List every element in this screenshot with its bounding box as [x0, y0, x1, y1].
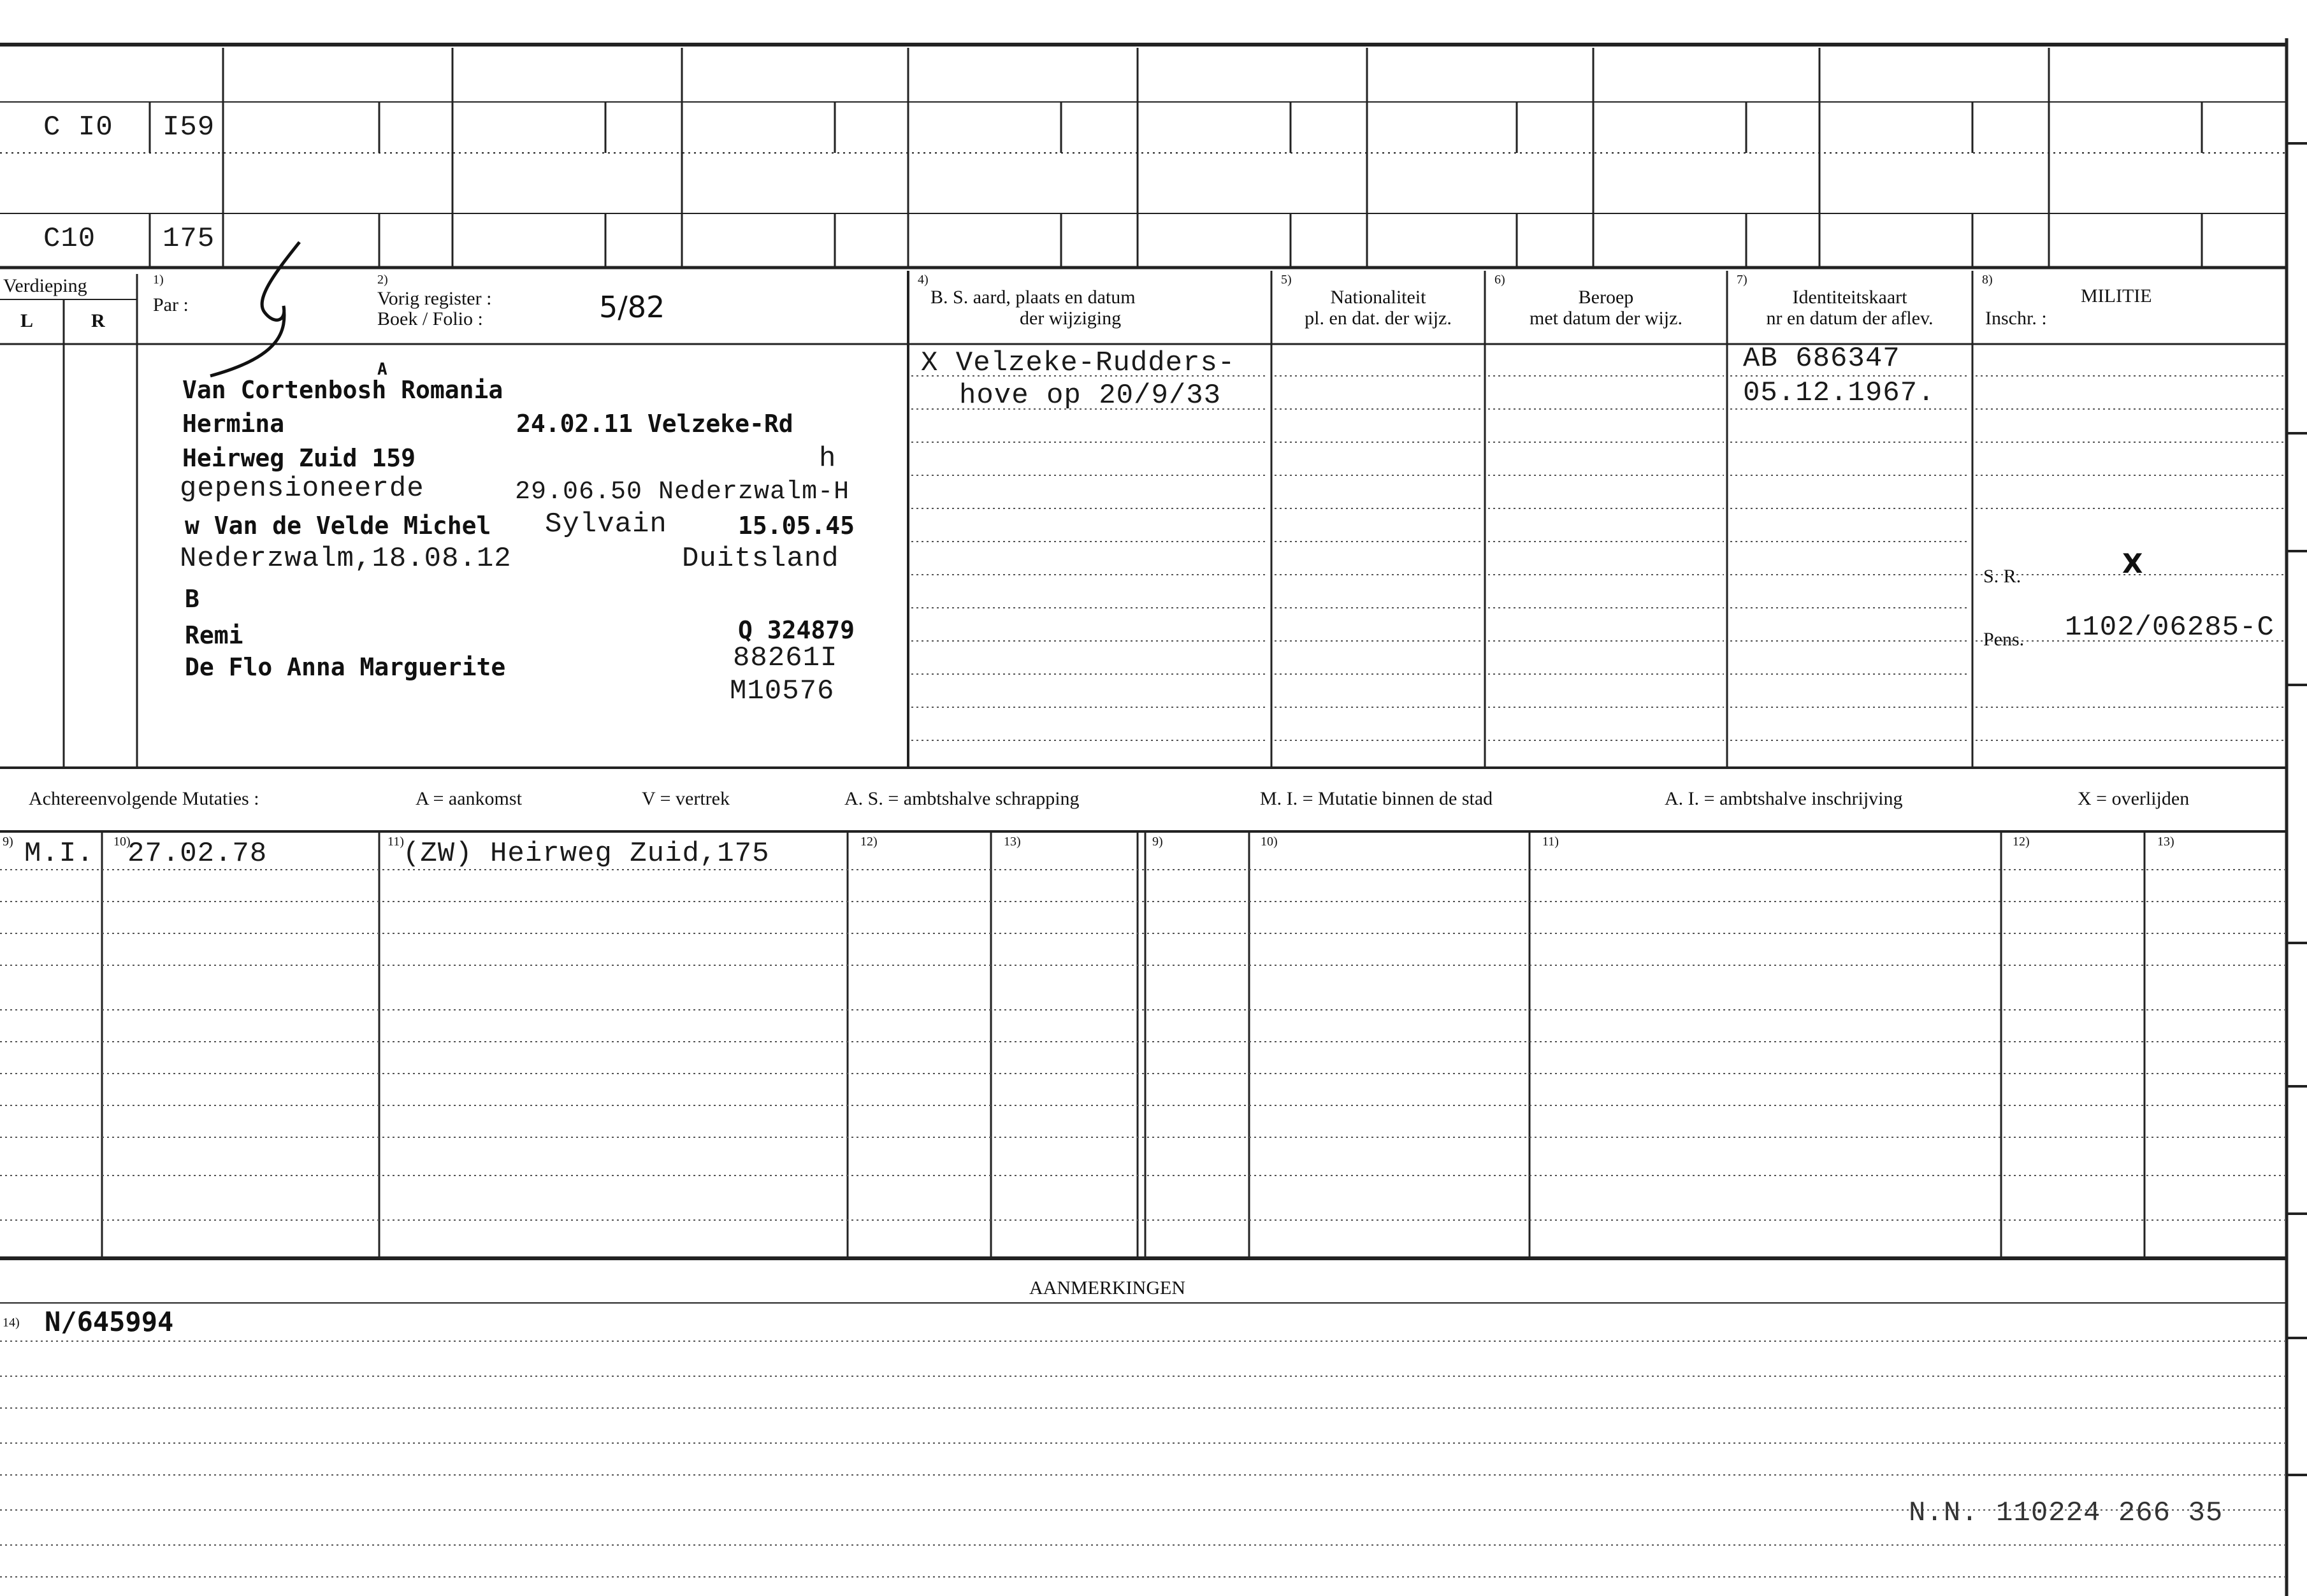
verdieping-l-label: L: [20, 310, 34, 331]
code-2: 88261I: [733, 642, 838, 674]
legend-item-overlijden: X = overlijden: [2078, 788, 2190, 809]
person-birth: 24.02.11 Velzeke-Rd: [516, 410, 793, 438]
beroep-header-line2: met datum der wijz.: [1530, 308, 1682, 329]
mut-col12b-number: 12): [2013, 835, 2030, 849]
mut-col11-number: 11): [387, 835, 404, 849]
person-name: Van Cortenbosh Romania: [182, 376, 503, 404]
inschr-label: Inschr. :: [1985, 308, 2047, 329]
vorig-register-label: Vorig register :: [377, 288, 492, 309]
legend-title: Achtereenvolgende Mutaties :: [29, 788, 259, 809]
remarks-value: N/645994: [45, 1306, 174, 1337]
nat-header-line2: pl. en dat. der wijz.: [1305, 308, 1452, 329]
boek-folio-value: 5/82: [599, 290, 665, 324]
remarks-title: AANMERKINGEN: [1029, 1277, 1185, 1298]
col5-number: 5): [1281, 273, 1292, 287]
spouse-place: Duitsland: [682, 543, 839, 575]
mut-col10-number: 10): [113, 835, 131, 849]
marker-b: B: [185, 585, 199, 613]
col8-number: 8): [1982, 273, 1993, 287]
legend-item-mutatie: M. I. = Mutatie binnen de stad: [1260, 788, 1493, 809]
name-accent-mark: A: [377, 360, 387, 379]
boek-folio-label: Boek / Folio :: [377, 308, 483, 329]
marker-h: h: [819, 443, 837, 475]
mut-col10b-number: 10): [1261, 835, 1278, 849]
pens-value: 1102/06285-C: [2065, 612, 2274, 643]
mut-col13-number: 13): [1004, 835, 1021, 849]
mut-col12-number: 12): [860, 835, 878, 849]
bs-entry-line2: hove op 20/9/33: [959, 380, 1222, 412]
nat-header-line1: Nationaliteit: [1330, 287, 1426, 308]
col1-number: 1): [153, 273, 164, 287]
header-row1-number: I59: [163, 111, 215, 143]
legend-item-schrapping: A. S. = ambtshalve schrapping: [844, 788, 1080, 809]
legend-item-inschrijving: A. I. = ambtshalve inschrijving: [1665, 788, 1903, 809]
father-name: Remi: [185, 621, 243, 649]
mutation-address: (ZW) Heirweg Zuid,175: [403, 838, 770, 870]
spouse-date: 15.05.45: [738, 512, 855, 540]
mutation-date: 27.02.78: [127, 838, 268, 870]
pens-label: Pens.: [1983, 629, 2025, 650]
legend-item-aankomst: A = aankomst: [416, 788, 522, 809]
occupation-date: 29.06.50 Nederzwalm-H: [515, 478, 850, 507]
mut-col13b-number: 13): [2157, 835, 2174, 849]
national-number: N.N. 110224 266 35: [1909, 1497, 2224, 1529]
sr-value: X: [2122, 548, 2143, 579]
mother-name: De Flo Anna Marguerite: [185, 653, 506, 681]
person-occupation: gepensioneerde: [180, 473, 424, 505]
id-card-number: AB 686347: [1743, 343, 1900, 375]
beroep-header-line1: Beroep: [1578, 287, 1634, 308]
spouse-name: w Van de Velde Michel: [185, 512, 491, 540]
id-header-line1: Identiteitskaart: [1792, 287, 1907, 308]
header-row2-code: C10: [43, 223, 96, 255]
bs-header-line1: B. S. aard, plaats en datum: [930, 287, 1136, 308]
bs-entry-line1: X Velzeke-Rudders-: [921, 347, 1236, 379]
mutation-type: M.I.: [24, 838, 94, 870]
mut-col9-number: 9): [3, 835, 13, 849]
col7-number: 7): [1737, 273, 1747, 287]
bs-header-line2: der wijziging: [1020, 308, 1122, 329]
code-3: M10576: [730, 675, 835, 707]
legend-item-vertrek: V = vertrek: [642, 788, 730, 809]
spouse-second-name: Sylvain: [545, 508, 667, 540]
person-address: Heirweg Zuid 159: [182, 444, 416, 472]
col2-number: 2): [377, 273, 388, 287]
col4-number: 4): [918, 273, 929, 287]
par-label: Par :: [153, 294, 189, 315]
militie-header: MILITIE: [2081, 285, 2152, 306]
header-row2-number: 175: [163, 223, 215, 255]
verdieping-label: Verdieping: [3, 275, 87, 296]
mut-col9b-number: 9): [1152, 835, 1163, 849]
sr-label: S. R.: [1983, 566, 2021, 587]
remarks-number: 14): [3, 1316, 20, 1330]
mut-col11b-number: 11): [1542, 835, 1559, 849]
spouse-birth: Nederzwalm,18.08.12: [180, 543, 512, 575]
id-card-date: 05.12.1967.: [1743, 377, 1935, 409]
col6-number: 6): [1494, 273, 1505, 287]
person-first-name: Hermina: [182, 410, 285, 438]
id-header-line2: nr en datum der aflev.: [1766, 308, 1934, 329]
code-q: Q 324879: [738, 616, 855, 644]
verdieping-r-label: R: [91, 310, 105, 331]
header-row1-code: C I0: [43, 111, 113, 143]
